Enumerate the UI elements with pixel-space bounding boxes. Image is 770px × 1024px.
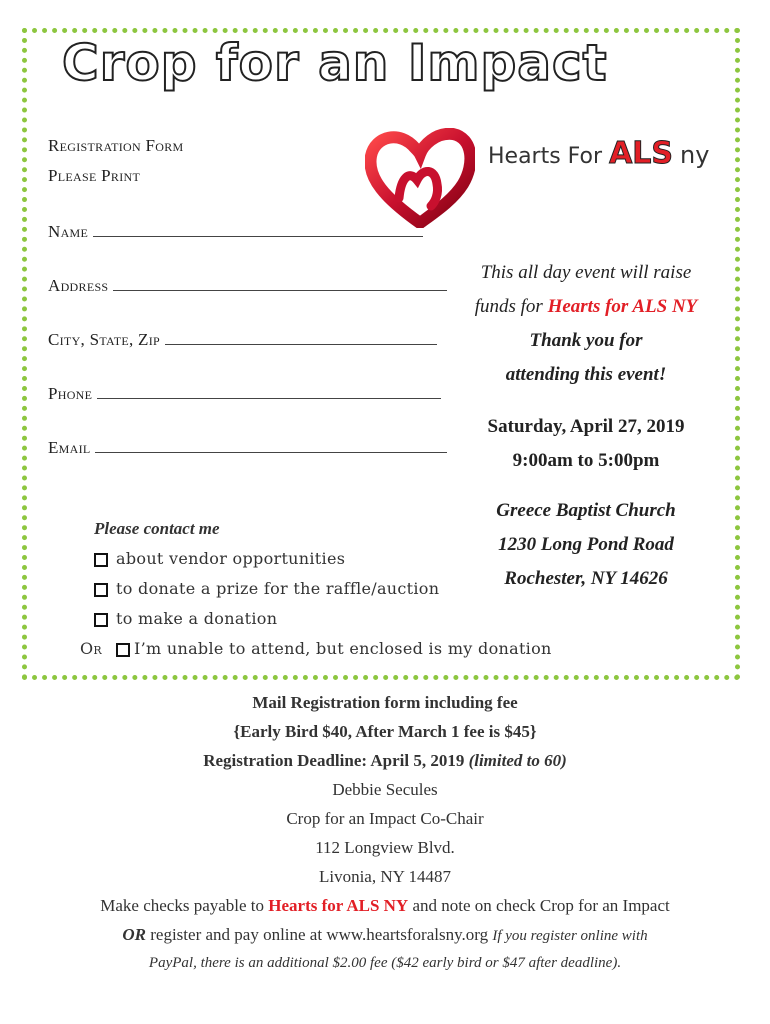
mailing-role: Crop for an Impact Co-Chair bbox=[286, 809, 484, 828]
registration-form-label: Registration Form bbox=[48, 136, 184, 155]
city-state-zip-field[interactable] bbox=[48, 330, 437, 350]
name-label: Name bbox=[48, 222, 89, 241]
checks-payable bbox=[0, 891, 770, 920]
event-time: 9:00am to 5:00pm bbox=[512, 450, 660, 471]
contact-heading: Please contact me bbox=[94, 519, 220, 538]
checkbox[interactable] bbox=[94, 613, 108, 627]
mailing-street: 112 Longview Blvd. bbox=[315, 838, 455, 857]
email-line[interactable] bbox=[95, 438, 447, 453]
option-label: to make a donation bbox=[116, 609, 278, 628]
paypal-text-2: PayPal, there is an additional $2.00 fee ($42 early bird or $47 after deadline). bbox=[148, 955, 622, 971]
logo-hearts-for: Hearts For bbox=[488, 144, 603, 169]
event-venue: Greece Baptist Church bbox=[496, 500, 676, 521]
option-label: about vendor opportunities bbox=[116, 549, 346, 568]
mailing-name: Debbie Secules bbox=[332, 780, 438, 799]
city-line[interactable] bbox=[165, 330, 437, 345]
email-label: Email bbox=[48, 438, 91, 457]
name-field[interactable] bbox=[48, 222, 423, 242]
event-attending: attending this event! bbox=[505, 364, 667, 385]
or-label: Or bbox=[80, 639, 102, 658]
paypal-text-1: If you register online with bbox=[492, 928, 648, 944]
name-line[interactable] bbox=[93, 222, 423, 237]
online-registration bbox=[0, 920, 770, 949]
address-field[interactable] bbox=[48, 276, 447, 296]
deadline-limit: (limited to 60) bbox=[468, 751, 567, 770]
page-title: Crop for an Impact bbox=[62, 34, 608, 92]
event-line-2 bbox=[455, 296, 717, 318]
mailing-fees: {Early Bird $40, After March 1 fee is $45} bbox=[233, 722, 537, 741]
option-vendor[interactable] bbox=[94, 549, 345, 568]
email-field[interactable] bbox=[48, 438, 447, 458]
option-label: to donate a prize for the raffle/auction bbox=[116, 579, 440, 598]
checkbox[interactable] bbox=[94, 583, 108, 597]
event-line-1: This all day event will raise bbox=[480, 262, 692, 283]
event-org-name: Hearts for ALS NY bbox=[547, 296, 698, 317]
event-thank-you: Thank you for bbox=[529, 330, 643, 351]
phone-field[interactable] bbox=[48, 384, 441, 404]
mailing-deadline bbox=[0, 746, 770, 775]
phone-label: Phone bbox=[48, 384, 93, 403]
phone-line[interactable] bbox=[97, 384, 441, 399]
address-label: Address bbox=[48, 276, 109, 295]
mailing-section bbox=[0, 688, 770, 978]
event-street: 1230 Long Pond Road bbox=[498, 534, 674, 555]
address-line[interactable] bbox=[113, 276, 447, 291]
option-donation[interactable] bbox=[94, 609, 277, 628]
city-label: City, State, Zip bbox=[48, 330, 161, 349]
option-prize[interactable] bbox=[94, 579, 439, 598]
hearts-for-als-ny-logo bbox=[488, 136, 709, 171]
funds-for-text: funds for bbox=[474, 296, 543, 317]
option-unable[interactable] bbox=[80, 639, 552, 658]
mailing-city: Livonia, NY 14487 bbox=[318, 867, 452, 886]
checks-suffix: and note on check Crop for an Impact bbox=[412, 896, 670, 915]
deadline-text: Registration Deadline: April 5, 2019 bbox=[203, 751, 465, 770]
checkbox[interactable] bbox=[116, 643, 130, 657]
option-label: I’m unable to attend, but enclosed is my donation bbox=[134, 639, 552, 658]
logo-als: ALS bbox=[609, 136, 674, 171]
checkbox[interactable] bbox=[94, 553, 108, 567]
please-print-label: Please Print bbox=[48, 166, 141, 185]
heart-logo-icon bbox=[365, 128, 475, 228]
or-word: OR bbox=[122, 925, 146, 944]
checks-prefix: Make checks payable to bbox=[100, 896, 265, 915]
event-city: Rochester, NY 14626 bbox=[504, 568, 668, 589]
event-date: Saturday, April 27, 2019 bbox=[487, 416, 685, 437]
checks-org: Hearts for ALS NY bbox=[268, 896, 409, 915]
mailing-line-1: Mail Registration form including fee bbox=[252, 693, 518, 712]
logo-ny: ny bbox=[680, 141, 710, 169]
online-text: register and pay online at www.heartsforalsny.org bbox=[150, 925, 489, 944]
